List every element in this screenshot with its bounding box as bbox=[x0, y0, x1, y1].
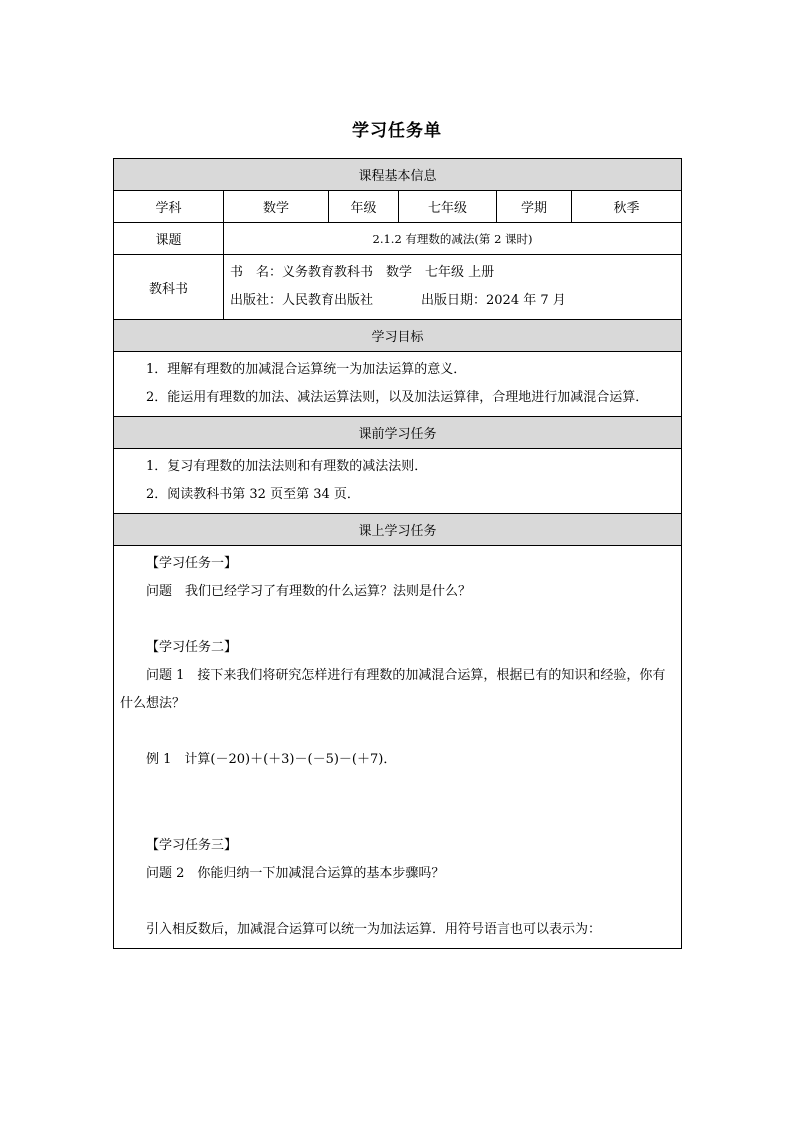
topic-value: 2.1.2 有理数的减法(第 2 课时) bbox=[224, 223, 682, 255]
task-sheet-table bbox=[113, 158, 682, 949]
task3-note: 引入相反数后，加减混合运算可以统一为加法运算．用符号语言也可以表示为： bbox=[146, 922, 602, 937]
objective-item: 1．理解有理数的加减混合运算统一为加法运算的意义． bbox=[146, 362, 467, 377]
page-title: 学习任务单 bbox=[352, 121, 442, 141]
task2-title: 【学习任务二】 bbox=[146, 640, 238, 655]
basic-info-header: 课程基本信息 bbox=[114, 159, 682, 191]
publisher-line bbox=[230, 287, 675, 315]
objectives-header: 学习目标 bbox=[114, 320, 682, 352]
subject-label: 学科 bbox=[114, 191, 224, 223]
publish-date: 出版日期：2024 年 7 月 bbox=[421, 293, 566, 308]
basic-info-row bbox=[114, 191, 682, 223]
topic-label: 课题 bbox=[114, 223, 224, 255]
subject-value: 数学 bbox=[224, 191, 329, 223]
task2-question: 问题 1 接下来我们将研究怎样进行有理数的加减混合运算，根据已有的知识和经验，你有什么想法？ bbox=[120, 668, 666, 711]
grade-value: 七年级 bbox=[399, 191, 497, 223]
pre-task-item: 2．阅读教科书第 32 页至第 34 页． bbox=[146, 487, 360, 502]
objective-item: 2．能运用有理数的加法、减法运算法则，以及加法运算律，合理地进行加减混合运算． bbox=[146, 390, 649, 405]
term-value: 秋季 bbox=[572, 191, 682, 223]
grade-label: 年级 bbox=[329, 191, 399, 223]
pre-task-item: 1．复习有理数的加法法则和有理数的减法法则． bbox=[146, 459, 428, 474]
class-tasks-header: 课上学习任务 bbox=[114, 514, 682, 546]
textbook-label: 教科书 bbox=[114, 255, 224, 320]
textbook-info bbox=[224, 255, 682, 320]
topic-row bbox=[114, 223, 682, 255]
task3-question: 问题 2 你能归纳一下加减混合运算的基本步骤吗？ bbox=[146, 866, 445, 881]
pre-tasks-content bbox=[114, 449, 682, 514]
objectives-content bbox=[114, 352, 682, 417]
task3-title: 【学习任务三】 bbox=[146, 838, 238, 853]
example-1: 例 1 计算(－20)＋(＋3)－(－5)－(＋7)． bbox=[146, 752, 397, 767]
class-tasks-content bbox=[114, 546, 682, 949]
term-label: 学期 bbox=[497, 191, 572, 223]
task1-title: 【学习任务一】 bbox=[146, 556, 238, 571]
book-name: 书 名：义务教育教科书 数学 七年级 上册 bbox=[230, 265, 495, 280]
textbook-row bbox=[114, 255, 682, 320]
pre-tasks-header: 课前学习任务 bbox=[114, 417, 682, 449]
task1-question: 问题 我们已经学习了有理数的什么运算？法则是什么？ bbox=[146, 584, 472, 599]
publisher: 出版社：人民教育出版社 bbox=[230, 293, 374, 308]
